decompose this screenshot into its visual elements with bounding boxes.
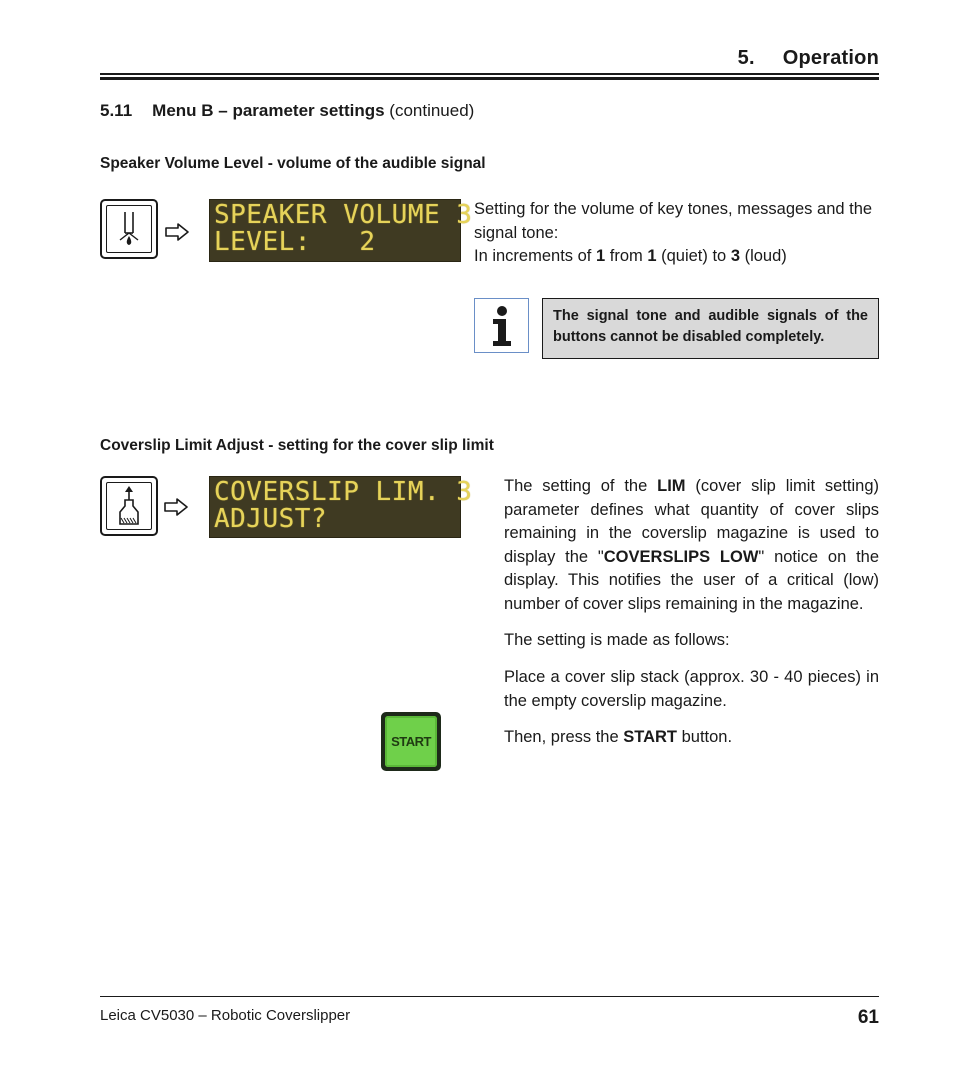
speaker-increments: In increments of 1 from 1 (quiet) to 3 (loud) <box>474 247 787 265</box>
section-title-main: Menu B – parameter settings <box>152 101 385 120</box>
coverslip-paragraph-1: The setting of the LIM (cover slip limit setting) parameter defines what quantity of cover slips remaining in the coverslip magazine is used to display the "COVERSLIPS LOW" notice on the display. This notifies the user of a critical (low) number of cover slips remaining in the magazine. <box>504 477 880 613</box>
speaker-key-icon <box>100 199 158 259</box>
info-icon <box>474 298 529 353</box>
lcd-line-2: LEVEL: 2 <box>214 227 376 257</box>
start-button[interactable] <box>381 712 441 771</box>
coverslip-paragraph-3: Place a cover slip stack (approx. 30 - 40 pieces) in the empty coverslip magazine. <box>504 668 879 710</box>
header-rule-bold <box>100 77 879 80</box>
arrow-right-icon <box>164 222 190 242</box>
speaker-description <box>474 198 879 269</box>
lcd-line-2: ADJUST? <box>214 504 328 534</box>
page-number: 61 <box>857 1007 879 1028</box>
section-title <box>100 101 474 121</box>
chapter-number: 5. <box>737 47 755 69</box>
speaker-heading: Speaker Volume Level - volume of the audible signal <box>100 155 486 172</box>
note-box: The signal tone and audible signals of the buttons cannot be disabled completely. <box>542 298 879 359</box>
coverslip-lcd-display <box>209 476 473 538</box>
chapter-title: Operation <box>782 47 879 69</box>
footer-rule <box>100 996 879 997</box>
speaker-lcd-display <box>209 199 473 262</box>
coverslip-key-icon <box>100 476 158 536</box>
speaker-desc-line: Setting for the volume of key tones, messages and the signal tone: <box>474 200 873 242</box>
lcd-line-1: SPEAKER VOLUME 3 <box>214 200 473 230</box>
section-number: 5.11 <box>100 101 133 120</box>
header-rule <box>100 73 879 75</box>
dispense-drop-icon <box>110 209 148 249</box>
section-title-suffix: (continued) <box>384 101 475 120</box>
coverslip-magazine-icon <box>110 484 148 526</box>
chapter-header <box>600 47 879 70</box>
coverslip-paragraph-2: The setting is made as follows: <box>504 631 730 649</box>
footer-product: Leica CV5030 – Robotic Coverslipper <box>100 1007 351 1024</box>
arrow-right-icon <box>163 497 189 517</box>
start-button-label: START <box>385 716 437 767</box>
coverslip-heading: Coverslip Limit Adjust - setting for the cover slip limit <box>100 437 494 454</box>
coverslip-paragraph-4: Then, press the START button. <box>504 728 733 746</box>
lcd-line-1: COVERSLIP LIM. 3 <box>214 477 473 507</box>
